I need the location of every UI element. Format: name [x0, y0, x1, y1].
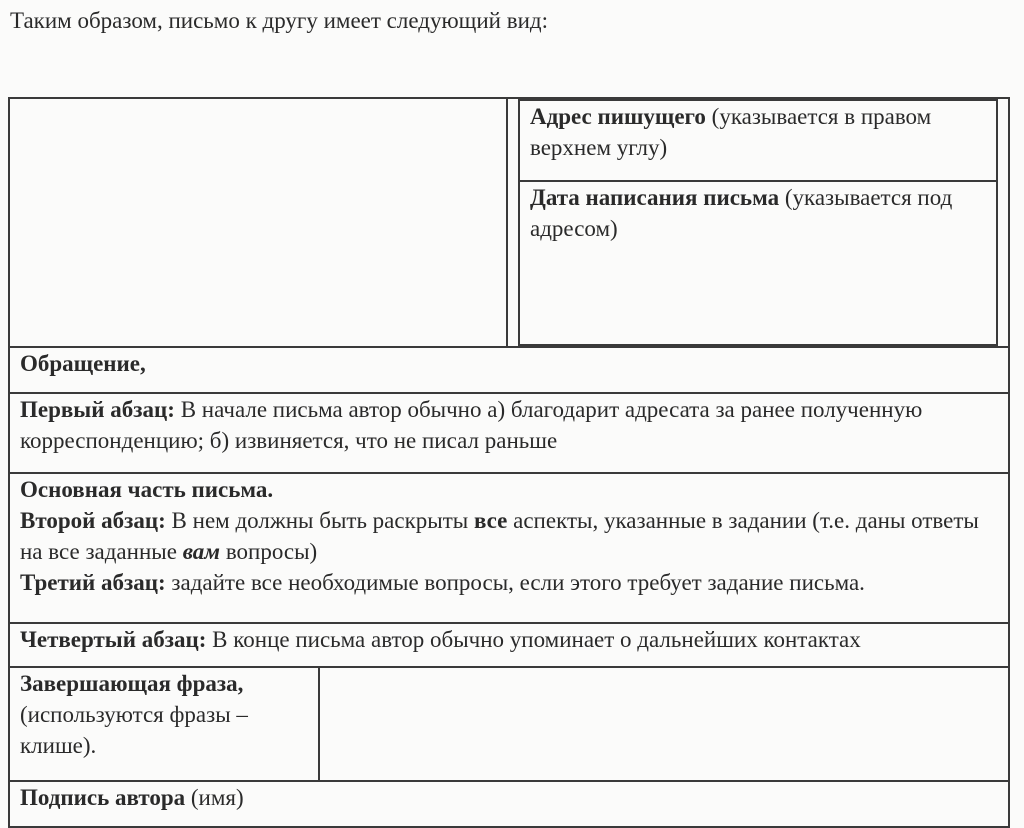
- paragraph4-text: В конце письма автор обычно упоминает о дальнейших контактах: [206, 627, 861, 652]
- address-note: (указывается в правом верхнем углу): [530, 104, 932, 160]
- paragraph4-row: [9, 623, 1009, 667]
- paragraph1-row: [9, 393, 1009, 473]
- address-label: Адрес пишущего: [530, 104, 706, 129]
- signature-label: Подпись автора: [20, 785, 186, 810]
- paragraph2-emphasis-2: вам: [182, 539, 221, 564]
- header-info-cell: [507, 98, 1009, 347]
- signature-row: [9, 781, 1009, 827]
- signature-note: (имя): [185, 785, 244, 810]
- greeting-label: Обращение,: [20, 351, 146, 376]
- intro-text: Таким образом, письмо к другу имеет следующий вид:: [10, 8, 548, 33]
- paragraph4-cell: [9, 623, 1009, 667]
- main-part-row: [9, 473, 1009, 623]
- date-note: (указывается под адресом): [530, 185, 953, 241]
- paragraph2-text-a: В нем должны быть раскрыты: [165, 508, 474, 533]
- date-label: Дата написания письма: [530, 185, 780, 210]
- paragraph1-text: В начале письма автор обычно а) благодарит адресата за ранее полученную корреспонденцию; б) извиняется, что не писал раньше: [20, 397, 923, 453]
- main-part-heading: Основная часть письма.: [20, 477, 274, 502]
- greeting-row: [9, 347, 1009, 393]
- paragraph2-text-b: аспекты, указанные в задании (т.е. даны ответы на все заданные: [20, 508, 979, 564]
- closing-label: Завершающая фраза,: [20, 671, 244, 696]
- paragraph2-text-c: вопросы): [220, 539, 318, 564]
- closing-note: (используются фразы – клише).: [20, 702, 248, 758]
- signature-cell: [9, 781, 1009, 827]
- closing-empty-cell: [319, 667, 1009, 781]
- header-empty-cell: [9, 98, 507, 347]
- greeting-cell: [9, 347, 1009, 393]
- date-cell: [519, 181, 997, 345]
- paragraph2-emphasis: все: [473, 508, 508, 533]
- paragraph4-label: Четвертый абзац:: [20, 627, 207, 652]
- paragraph3-label: Третий абзац:: [20, 570, 166, 595]
- address-cell: [519, 100, 997, 181]
- header-row: [9, 98, 1009, 347]
- letter-structure-table: [8, 97, 1010, 828]
- paragraph3-text: задайте все необходимые вопросы, если этого требует задание письма.: [165, 570, 865, 595]
- closing-row: [9, 667, 1009, 781]
- closing-cell: [9, 667, 319, 781]
- paragraph1-cell: [9, 393, 1009, 473]
- paragraph2-label: Второй абзац:: [20, 508, 166, 533]
- paragraph1-label: Первый абзац:: [20, 397, 175, 422]
- main-part-cell: [9, 473, 1009, 623]
